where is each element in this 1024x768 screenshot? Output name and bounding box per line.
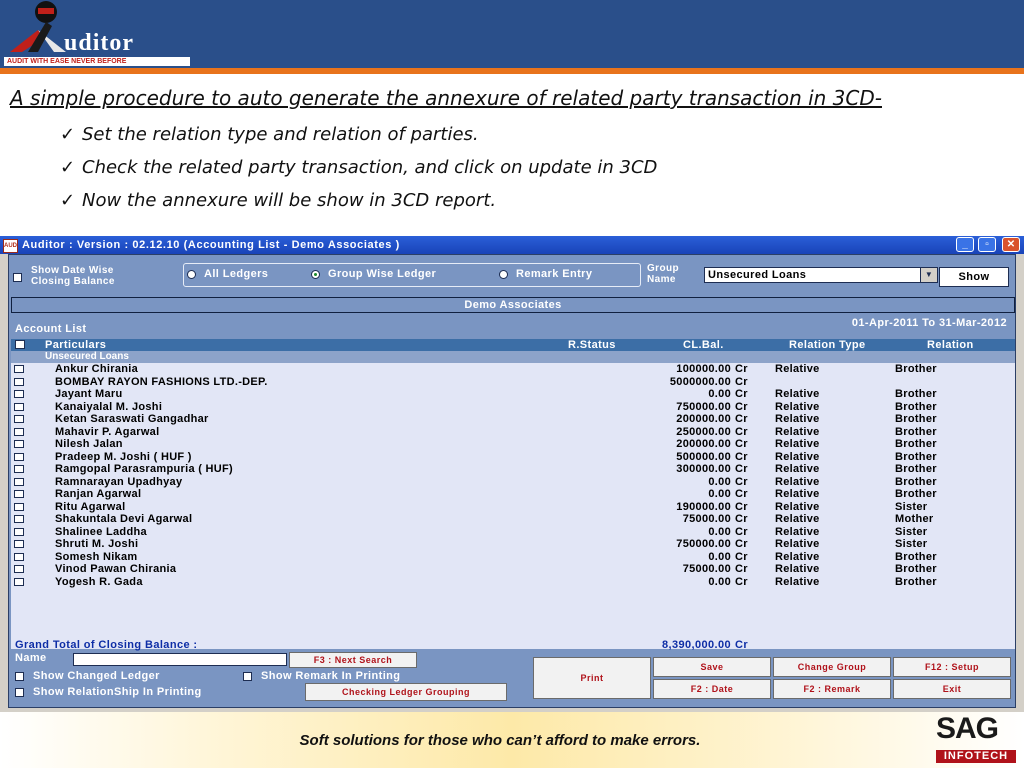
bullet-item [60, 188, 657, 221]
row-checkbox[interactable] [14, 403, 24, 411]
row-checkbox[interactable] [14, 503, 24, 511]
relation-type: Relative [775, 488, 820, 500]
closing-balance: 250000.00 [676, 425, 731, 438]
company-name-bar: Demo Associates [11, 297, 1015, 313]
account-list-header [15, 315, 1011, 339]
relation-type: Relative [775, 550, 820, 563]
table-row[interactable] [11, 501, 1015, 514]
bullet-item [60, 155, 657, 188]
bullet-item [60, 122, 657, 155]
grand-total-value: 8,390,000.00 [661, 639, 731, 651]
window-title: Auditor : Version : 02.12.10 (Accounting List - Demo Associates ) [22, 239, 400, 251]
accounting-list-panel [8, 254, 1016, 708]
row-checkbox[interactable] [14, 390, 24, 398]
group-row [11, 351, 1015, 363]
closing-balance: 100000.00 [676, 363, 731, 375]
slide-title: A simple procedure to auto generate the annexure of related party transaction in 3CD- [10, 86, 882, 110]
balance-type: Cr [735, 575, 748, 588]
closing-balance: 0.00 [708, 475, 731, 488]
balance-type: Cr [735, 400, 748, 413]
relation: Brother [895, 575, 937, 588]
group-name-value: Unsecured Loans [708, 269, 807, 281]
row-checkbox[interactable] [14, 453, 24, 461]
relation-type: Relative [775, 363, 820, 375]
ledger-name: Ketan Saraswati Gangadhar [55, 413, 209, 425]
ledger-name: Nilesh Jalan [55, 438, 123, 450]
print-button[interactable]: Print [533, 657, 651, 699]
table-row[interactable] [11, 463, 1015, 476]
ledger-table [11, 339, 1015, 649]
relation-type: Relative [775, 538, 820, 550]
closing-balance: 0.00 [708, 488, 731, 500]
balance-type: Cr [735, 563, 748, 575]
checkmark-icon: ✓ [60, 190, 76, 211]
table-row[interactable] [11, 376, 1015, 389]
bottom-controls [9, 649, 1017, 707]
balance-type: Cr [735, 488, 748, 500]
row-checkbox[interactable] [14, 478, 24, 486]
balance-type: Cr [735, 463, 748, 475]
relation: Brother [895, 425, 937, 438]
row-checkbox[interactable] [14, 440, 24, 448]
table-row[interactable] [11, 413, 1015, 426]
row-checkbox[interactable] [14, 415, 24, 423]
footer-tagline: Soft solutions for those who can’t afford to make errors. [299, 732, 701, 749]
checkmark-icon: ✓ [60, 157, 76, 178]
sag-infotech-logo [936, 712, 1016, 768]
column-rstatus[interactable]: R.Status [568, 339, 616, 351]
balance-type: Cr [735, 450, 748, 463]
relation: Brother [895, 550, 937, 563]
column-relation[interactable]: Relation [927, 339, 974, 351]
grand-total-cr: Cr [735, 639, 749, 651]
bullet-text: Now the annexure will be show in 3CD report. [82, 190, 497, 211]
relation: Brother [895, 400, 937, 413]
relation-type: Relative [775, 413, 820, 425]
table-body [11, 363, 1015, 588]
show-relationship-printing-label: Show RelationShip In Printing [33, 686, 202, 698]
relation: Brother [895, 450, 937, 463]
balance-type: Cr [735, 500, 748, 513]
table-row[interactable] [11, 438, 1015, 451]
remark-button[interactable]: F2 : Remark [773, 679, 891, 699]
sag-logo-subtext: INFOTECH [936, 750, 1016, 763]
minimize-icon[interactable]: _ [956, 237, 974, 252]
closing-balance: 300000.00 [676, 463, 731, 475]
logo-tagline: AUDIT WITH EASE NEVER BEFORE [4, 57, 190, 66]
closing-balance: 0.00 [708, 388, 731, 400]
balance-type: Cr [735, 375, 748, 388]
close-icon[interactable]: ✕ [1002, 237, 1020, 252]
row-checkbox[interactable] [14, 540, 24, 548]
balance-type: Cr [735, 513, 748, 525]
show-remark-printing-checkbox[interactable] [243, 672, 252, 681]
balance-type: Cr [735, 525, 748, 538]
closing-balance: 5000000.00 [669, 375, 731, 388]
show-relationship-printing-checkbox[interactable] [15, 688, 24, 697]
checkmark-icon: ✓ [60, 124, 76, 145]
row-checkbox[interactable] [14, 578, 24, 586]
row-checkbox[interactable] [14, 378, 24, 386]
relation: Mother [895, 513, 934, 525]
row-checkbox[interactable] [14, 565, 24, 573]
closing-balance: 75000.00 [682, 513, 731, 525]
auditor-logo [2, 0, 190, 67]
select-all-checkbox[interactable] [15, 340, 25, 349]
column-particulars[interactable]: Particulars [45, 339, 107, 351]
row-checkbox[interactable] [14, 428, 24, 436]
show-date-wise-checkbox[interactable] [13, 273, 22, 282]
remark-entry-radio[interactable] [499, 270, 508, 279]
table-row[interactable] [11, 451, 1015, 464]
slide-footer [0, 712, 1024, 768]
next-search-button[interactable]: F3 : Next Search [289, 652, 417, 668]
relation: Sister [895, 538, 928, 550]
exit-button[interactable]: Exit [893, 679, 1011, 699]
relation: Sister [895, 500, 928, 513]
checking-ledger-grouping-button[interactable]: Checking Ledger Grouping [305, 683, 507, 701]
all-ledgers-radio[interactable] [187, 270, 196, 279]
column-clbal[interactable]: CL.Bal. [683, 339, 724, 351]
app-icon: AUD [3, 239, 18, 253]
row-checkbox[interactable] [14, 553, 24, 561]
all-ledgers-label: All Ledgers [204, 268, 269, 280]
relation: Brother [895, 363, 937, 375]
relation-type: Relative [775, 450, 820, 463]
ledger-name: Kanaiyalal M. Joshi [55, 400, 163, 413]
column-relation-type[interactable]: Relation Type [789, 339, 866, 351]
balance-type: Cr [735, 475, 748, 488]
group-row-label: Unsecured Loans [45, 351, 129, 362]
date-button[interactable]: F2 : Date [653, 679, 771, 699]
relation: Brother [895, 413, 937, 425]
relation-type: Relative [775, 525, 820, 538]
balance-type: Cr [735, 363, 748, 375]
table-row[interactable] [11, 538, 1015, 551]
relation: Sister [895, 525, 928, 538]
balance-type: Cr [735, 388, 748, 400]
closing-balance: 0.00 [708, 575, 731, 588]
relation-type: Relative [775, 500, 820, 513]
relation-type: Relative [775, 513, 820, 525]
ledger-name: Ritu Agarwal [55, 500, 126, 513]
grand-total-label: Grand Total of Closing Balance : [15, 639, 198, 651]
balance-type: Cr [735, 538, 748, 550]
name-label: Name [15, 652, 47, 664]
closing-balance: 500000.00 [676, 450, 731, 463]
ledger-name: Shakuntala Devi Agarwal [55, 513, 193, 525]
ledger-name: Pradeep M. Joshi ( HUF ) [55, 450, 192, 463]
relation-type: Relative [775, 425, 820, 438]
ledger-name: Ramnarayan Upadhyay [55, 475, 183, 488]
table-row[interactable] [11, 551, 1015, 564]
show-changed-ledger-checkbox[interactable] [15, 672, 24, 681]
table-row[interactable] [11, 388, 1015, 401]
logo-wordmark: uditor [64, 30, 135, 56]
account-list-label: Account List [15, 323, 87, 335]
maximize-icon[interactable]: ▫ [978, 237, 996, 252]
row-checkbox[interactable] [14, 365, 24, 373]
ledger-name: Mahavir P. Agarwal [55, 425, 160, 438]
group-name-label: Group Name [647, 263, 679, 285]
relation-type: Relative [775, 400, 820, 413]
window-titlebar[interactable] [0, 236, 1024, 254]
closing-balance: 0.00 [708, 550, 731, 563]
ledger-name: BOMBAY RAYON FASHIONS LTD.-DEP. [55, 375, 268, 388]
balance-type: Cr [735, 550, 748, 563]
ledger-name: Ramgopal Parasrampuria ( HUF) [55, 463, 234, 475]
balance-type: Cr [735, 438, 748, 450]
slide-header-banner [0, 0, 1024, 68]
header-divider [0, 68, 1024, 74]
table-row[interactable] [11, 513, 1015, 526]
closing-balance: 750000.00 [676, 400, 731, 413]
bullet-text: Check the related party transaction, and click on update in 3CD [82, 157, 658, 178]
relation: Brother [895, 463, 937, 475]
ledger-name: Shruti M. Joshi [55, 538, 139, 550]
relation: Brother [895, 475, 937, 488]
balance-type: Cr [735, 425, 748, 438]
closing-balance: 200000.00 [676, 413, 731, 425]
relation: Brother [895, 563, 937, 575]
closing-balance: 750000.00 [676, 538, 731, 550]
app-window [0, 236, 1024, 712]
bullet-text: Set the relation type and relation of parties. [82, 124, 479, 145]
relation-type: Relative [775, 575, 820, 588]
closing-balance: 200000.00 [676, 438, 731, 450]
bullet-list [60, 122, 657, 221]
table-row[interactable] [11, 363, 1015, 376]
remark-entry-label: Remark Entry [516, 268, 593, 280]
table-row[interactable] [11, 401, 1015, 414]
balance-type: Cr [735, 413, 748, 425]
relation: Brother [895, 488, 937, 500]
group-name-select[interactable] [704, 267, 938, 283]
table-row[interactable] [11, 563, 1015, 576]
row-checkbox[interactable] [14, 490, 24, 498]
show-button[interactable]: Show [939, 267, 1009, 287]
closing-balance: 0.00 [708, 525, 731, 538]
ledger-name: Jayant Maru [55, 388, 123, 400]
ledger-name: Ranjan Agarwal [55, 488, 142, 500]
chevron-down-icon[interactable]: ▼ [920, 268, 937, 282]
period-range: 01-Apr-2011 To 31-Mar-2012 [851, 317, 1007, 329]
change-group-button[interactable]: Change Group [773, 657, 891, 677]
row-checkbox[interactable] [14, 515, 24, 523]
relation: Brother [895, 438, 937, 450]
relation-type: Relative [775, 475, 820, 488]
show-changed-ledger-label: Show Changed Ledger [33, 670, 160, 682]
closing-balance: 190000.00 [676, 500, 731, 513]
save-button[interactable]: Save [653, 657, 771, 677]
table-row[interactable] [11, 426, 1015, 439]
ledger-name: Vinod Pawan Chirania [55, 563, 177, 575]
group-wise-ledger-label: Group Wise Ledger [328, 268, 437, 280]
group-wise-ledger-radio[interactable] [311, 270, 320, 279]
table-row[interactable] [11, 526, 1015, 539]
setup-button[interactable]: F12 : Setup [893, 657, 1011, 677]
show-date-wise-label: Show Date Wise Closing Balance [31, 265, 115, 287]
ledger-name: Yogesh R. Gada [55, 575, 143, 588]
relation-type: Relative [775, 563, 820, 575]
table-header [11, 339, 1015, 351]
table-row[interactable] [11, 476, 1015, 489]
relation-type: Relative [775, 463, 820, 475]
relation: Brother [895, 388, 937, 400]
show-remark-printing-label: Show Remark In Printing [261, 670, 401, 682]
ledger-name: Ankur Chirania [55, 363, 139, 375]
relation-type: Relative [775, 388, 820, 400]
sag-logo-text: SAG [936, 712, 999, 745]
ledger-name: Somesh Nikam [55, 550, 138, 563]
table-row[interactable] [11, 488, 1015, 501]
row-checkbox[interactable] [14, 528, 24, 536]
row-checkbox[interactable] [14, 465, 24, 473]
relation-type: Relative [775, 438, 820, 450]
ledger-name: Shalinee Laddha [55, 525, 147, 538]
table-row[interactable] [11, 576, 1015, 589]
filter-bar [9, 259, 1017, 289]
name-search-input[interactable] [73, 653, 287, 666]
closing-balance: 75000.00 [682, 563, 731, 575]
